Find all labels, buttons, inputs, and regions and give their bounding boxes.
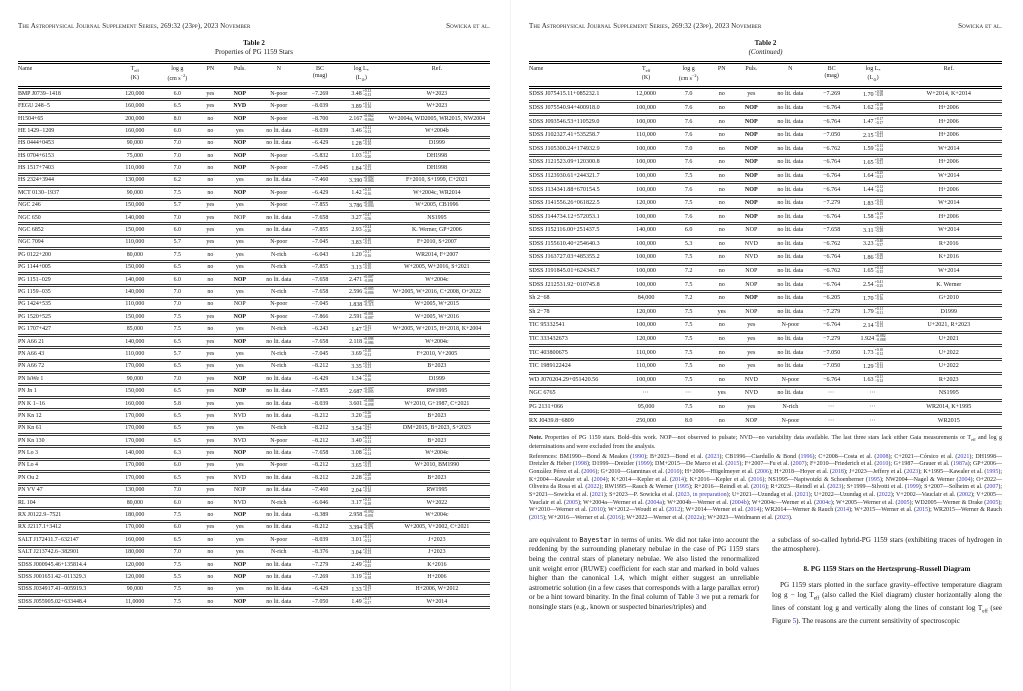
table-row: NGC 7094 110,000 5.7 yes yes N-poor −7.045 3.83 +0.10 −0.12 F+2010, S+2007 xyxy=(18,236,490,248)
table-row: HS 1517+7403 110,000 7.0 no NOP N-poor −7.045 1.84 +0.10 −0.12 DH1998 xyxy=(18,162,490,174)
running-head xyxy=(18,22,490,30)
citation-link[interactable]: 2014 xyxy=(747,507,760,514)
citation-link[interactable]: 2021 xyxy=(591,492,604,499)
column-header: log g (cm $s^{-2}$) xyxy=(669,63,709,88)
table-row: SDSS J055905.02+633448.4 11,0000 7.5 no NOP no lit. data −7.050 1.49 +0.17 −0.17 W+2014 xyxy=(18,596,490,608)
table-header-row xyxy=(18,63,490,88)
paragraph: PG 1159 stars plotted in the surface gravity–effective temperature diagram $\log g - \log T_{eff}$ (also called the Kiel diagram) cluster horizontally along the lines of constant log g and vertically along the lines of constant $\log T_{eff}$ (see Figure 5). The reasons are the current sensitivity of spectroscopic xyxy=(772,581,1002,625)
citation-link[interactable]: 2007 xyxy=(986,484,999,491)
column-header: Puls. xyxy=(735,63,768,88)
table-row: PG 1520+525 150,000 7.5 yes NOP N-poor −7.866 2.591 +0.081 −0.087 W+2005, W+2016 xyxy=(18,311,490,323)
journal-title: The Astrophysical Journal Supplement Series, 269:32 (23pp), 2023 November xyxy=(529,22,762,30)
table-row: PN Kn 130 170,000 6.5 yes NVD N-poor −8.212 3.40 +0.12 −0.13 B+2023 xyxy=(18,435,490,447)
table-row: NGC 246 150,000 5.7 yes yes N-poor −7.855 3.786 +0.081 −0.094 W+2005, CB1996 xyxy=(18,199,490,211)
internal-link[interactable]: 5 xyxy=(792,616,797,625)
table-row: PG 0122+200 80,000 7.5 no yes N-rich −6.043 1.20 +0.17 −0.16 WR2014, F+2007 xyxy=(18,249,490,261)
internal-link[interactable]: 3 xyxy=(695,593,700,602)
citation-link[interactable]: 2014 xyxy=(671,476,684,483)
table-row: NGC 6852 150,000 6.0 yes yes no lit. data −7.855 2.93 +0.24 −0.26 K. Werner, GP+2006 xyxy=(18,224,490,236)
authors: Sowicka et al. xyxy=(446,22,490,30)
table-row: SDSS J093546.53+110529.0 100,000 7.6 no NOP no lit. data −6.764 1.47 +0.17 −0.17 H+2006 xyxy=(529,115,1002,129)
citation-link[interactable]: 2002 xyxy=(959,492,972,499)
running-head xyxy=(529,22,1002,30)
table-title: Table 2 xyxy=(243,39,265,47)
citation-link[interactable]: 2023 xyxy=(707,453,720,460)
table-row: SDSS J212531.92−010745.8 100,000 7.5 no NOP no lit. data −6.764 2.54 +0.41 −0.25 K. Werner xyxy=(529,278,1002,292)
table-row: SDSS J191845.01+624343.7 100,000 7.2 no NOP no lit. data −6.762 1.65 +0.14 −0.15 W+2014 xyxy=(529,264,1002,278)
citation-link[interactable]: 1995 xyxy=(986,468,999,475)
citation-link[interactable]: 2022a xyxy=(687,515,703,522)
citation-link[interactable]: 1999 xyxy=(906,484,919,491)
table-row: HS 0444+0453 90,000 7.0 no NOP no lit. data −6.429 1.28 +0.14 −0.16 D1999 xyxy=(18,137,490,149)
table-row: PN Kn 12 170,000 6.5 yes NVD no lit. data −8.212 3.20 +0.26 −0.28 B+2023 xyxy=(18,410,490,422)
paragraph: are equivalent to Bayestar in terms of units. We did not take into account the reddening by the surrounding planetary nebulae in the case of PG 1159 stars being the central stars of planetary nebulae. We also listed the renormalized unit weight error (RUWE) coefficient for each star and marked in bold values higher than the canonical 1.4, which might either suggest an unreliable astrometric solution (in a few cases that corresponds with a large parallax error) or be a hint toward binarity. In the final column of Table 3 we put a remark for nonsingle stars (e.g., known or suspected binaries/triples) and xyxy=(529,535,759,611)
table-row: SDSS J121523.09+120300.8 100,000 7.6 no NOP no lit. data −6.764 1.65 +0.29 −0.21 H+2006 xyxy=(529,156,1002,170)
table-note: Note. Properties of PG 1159 stars. Bold–this work. NOP—not observed to pulsate; NVD—no variability data available. The last three stars lack either Gaia measurements or $T_{eff}$ and log g determinations and were excluded from the analysis. xyxy=(529,434,1002,450)
table-row: PN Jn 1 150,000 6.5 yes NOP no lit. data −7.855 2.687 +0.097 −0.095 RW1995 xyxy=(18,385,490,397)
citation-link[interactable]: 2007 xyxy=(792,461,805,468)
table-row: PN A66 21 140,000 6.5 yes NOP no lit. data −7.658 2.118 +0.098 −0.086 W+2004c xyxy=(18,335,490,347)
citation-link[interactable]: 2010 xyxy=(667,468,680,475)
citation-link[interactable]: 1987a xyxy=(953,461,968,468)
table-title: Table 2 xyxy=(754,39,777,47)
citation-link[interactable]: 2021 xyxy=(796,492,809,499)
table-subtitle: Properties of PG 1159 Stars xyxy=(215,47,293,56)
table-row: SDSS J102327.41+535258.7 110,000 7.6 no NOP no lit. data −7.050 2.15 +0.23 −0.21 H+2006 xyxy=(529,128,1002,142)
table-caption-continued xyxy=(529,39,1002,56)
table-row: SALT J213742.6−382901 180,000 7.0 no yes N-rich −8.376 3.04 +0.12 −0.13 J+2023 xyxy=(18,546,490,558)
table-row: NGC 6765 ⋯ ⋯ yes NVD no lit. data ⋯ ⋯ NS1995 xyxy=(529,387,1002,401)
citation-link[interactable]: 2023 xyxy=(906,468,919,475)
table-row: PN A66 72 170,000 6.5 yes yes N-rich −8.212 3.35 +0.12 −0.13 B+2023 xyxy=(18,360,490,372)
table-row: SDSS J123930.61+244321.7 100,000 7.5 no NOP no lit. data −6.764 1.64 +0.25 −0.21 W+2014 xyxy=(529,169,1002,183)
citation-link[interactable]: 2004 xyxy=(593,476,606,483)
citation-link[interactable]: 1996 xyxy=(800,453,813,460)
citation-link[interactable]: 2023, in preparation xyxy=(677,492,727,499)
table-row: HS 0704+6153 75,000 7.0 no NOP N-poor −5.832 1.03 +0.17 −0.20 DH1998 xyxy=(18,150,490,162)
table-header-row xyxy=(529,63,1002,88)
table-row: MCT 0130−1937 90,000 7.5 no NOP N-poor −6.429 1.42 +0.15 −0.16 W+2004c, WR2014 xyxy=(18,187,490,199)
column-header: PN xyxy=(197,63,223,88)
table-row: SDSS J000945.46+135814.4 120,000 7.5 no NOP no lit. data −7.279 2.49 +0.44 −0.25 K+2016 xyxy=(18,558,490,570)
citation-link[interactable]: 2004a xyxy=(647,499,663,506)
page-right xyxy=(511,0,1022,691)
body-column-right xyxy=(772,536,1002,626)
table-row: H1504+65 200,000 8.0 no NOP N-poor −8.700 2.167 +0.062 −0.064 W+2004a, WD2005, WR2015, NW2004 xyxy=(18,112,490,124)
citation-link[interactable]: 2010 xyxy=(876,461,889,468)
citation-link[interactable]: 2006 xyxy=(583,468,596,475)
citation-link[interactable]: 2010 xyxy=(590,507,603,514)
citation-link[interactable]: 2012 xyxy=(668,507,681,514)
table-row: SALT J172411.7−632147 160,000 6.5 no yes N-poor −8.039 3.01 +0.11 −0.12 J+2023 xyxy=(18,534,490,546)
table-row: PN VV 47 130,000 7.0 yes NOP no lit. data −7.460 2.04 +0.11 −0.10 RW1995 xyxy=(18,484,490,496)
column-header: $T_{eff}$ (K) xyxy=(112,63,157,88)
table-references: References: BM1990—Bond & Meakes (1990); B+2023—Bond et al. (2023); CB1996—Ciardullo & Bond (1996); C+2008—Costa et al. (2008); C+2021—Córsico et al. (2021); DH1998—Dreizler & Heber (1998); D1999—Dreizler (1999); DM+2015—De Marco et al. (2015); F+2007—Fu et al. (2007); F+2010—Friederich et al. (2010); G+1987—Grauer et al. (1987a); GP+2006—González Pérez et al. (2006); G+2010—Gianninas et al. (2010); H+2006—Hügelmeyer et al. (2006); H+2018—Hoyer et al. (2018); J+2023—Jeffery et al. (2023); K+1995—Kawaler et al. (1995); K+2004—Kawaler et al. (2004); K+2014—Kepler et al. (2014); K+2016—Kepler et al. (2016); NS1995—Napiwotzki & Schoenberner (1995); NW2004—Nagel & Werner (2004); O+2022—Oliveira da Rosa et al. (2022); RW1995—Rauch & Werner (1995); R+2016—Reindl et al. (2016); R+2023—Reindl et al. (2023); S+1999—Silvotti et al. (1999); S+2007—Solheim et al. (2007); S+2021—Sowicka et al. (2021); S+2023—P. Sowicka et al. (2023, in preparation); U+2021—Uzundag et al. (2021); U+2022—Uzundag et al. (2022); V+2002—Vauclair et al. (2002); V+2005—Vauclair et al. (2005); W+2004a—Werner et al. (2004a); W+2004b—Werner et al. (2004b); W+2004c—Werner et al. (2004c); W+2005—Werner et al. (2005); WD2005—Werner & Drake (2005); W+2010—Werner et al. (2010); W+2012—Woudt et al. (2012); W+2014—Werner et al. (2014); WR2014—Werner & Rauch (2014); W+2015—Werner et al. (2015); WR2015—Werner & Rauch (2015); W+2016—Werner et al. (2016); W+2022—Werner et al. (2022a); W+2023—Weidmann et al. (2023). xyxy=(529,453,1003,522)
table-row: PN IsWe 1 90,000 7.0 yes NOP no lit. data −6.429 1.34 +0.16 −0.16 D1999 xyxy=(18,373,490,385)
table-row: SDSS J034917.41−005919.3 90,000 7.5 no yes no lit. data −6.429 1.33 +0.19 −0.17 H+2006, W+2012 xyxy=(18,583,490,595)
citation-link[interactable]: 2023 xyxy=(776,515,789,522)
citation-link[interactable]: 1995 xyxy=(676,484,689,491)
citation-link[interactable]: 2015 xyxy=(727,461,740,468)
table-row: PG 1159−035 140,000 7.0 no yes N-rich −7.658 2.596 +0.085 −0.086 W+2005, W+2016, C+2008, O+2022 xyxy=(18,286,490,298)
citation-link[interactable]: 2018 xyxy=(831,468,844,475)
table-row: SDSS J075540.94+400918.0 100,000 7.6 no NOP no lit. data −6.764 1.62 +0.19 −0.18 H+2006 xyxy=(529,101,1002,115)
table-row: SDSS J163727.03+485355.2 100,000 7.5 no NVD no lit. data −6.764 1.86 +0.30 −0.22 K+2016 xyxy=(529,251,1002,265)
citation-link[interactable]: 2022 xyxy=(587,484,600,491)
body-column-left xyxy=(529,536,759,626)
citation-link[interactable]: 2004b xyxy=(731,499,747,506)
citation-link[interactable]: 2015 xyxy=(531,515,543,522)
citation-link[interactable]: 1999 xyxy=(637,461,650,468)
table-row: PG 1707+427 85,000 7.5 no yes N-rich −6.243 1.47 +0.15 −0.17 W+2005, W+2015, H+2018, K+2004 xyxy=(18,323,490,335)
table-row: TIC 333432673 120,000 7.5 no yes no lit. data −7.279 1.924 +0.082 −0.088 U+2021 xyxy=(529,332,1002,346)
column-header: PN xyxy=(709,63,735,88)
citation-link[interactable]: 2005 xyxy=(986,499,999,506)
column-header: Ref. xyxy=(896,63,1002,88)
table-row: PG 1424+535 110,000 7.0 no NOP N-poor −7.045 1.838 +0.092 −0.113 W+2005, W+2015 xyxy=(18,298,490,310)
table-row: HE 1429−1209 160,000 6.0 no yes no lit. data −8.039 3.46 +0.12 −0.13 W+2004b xyxy=(18,125,490,137)
column-header: N xyxy=(256,63,301,88)
column-header: $T_{eff}$ (K) xyxy=(624,63,669,88)
table-row: HS 2324+3944 130,000 6.2 no yes no lit. data −7.460 3.390 +0.092 −0.084 F+2010, S+1999, C+2021 xyxy=(18,174,490,186)
column-header: N xyxy=(768,63,813,88)
citation-link[interactable]: 2004 xyxy=(958,476,971,483)
table-caption xyxy=(18,39,490,56)
citation-link[interactable]: 2014 xyxy=(836,507,849,514)
table-row: Sh 2−68 84,000 7.2 no NOP no lit. data −6.205 1.70 +0.17 −0.16 G+2010 xyxy=(529,291,1002,305)
citation-link[interactable]: 2021 xyxy=(957,453,970,460)
citation-link[interactable]: 2016 xyxy=(609,515,622,522)
journal-title: The Astrophysical Journal Supplement Series, 269:32 (23pp), 2023 November xyxy=(18,22,251,30)
code-text: Bayestar xyxy=(579,535,612,544)
column-header: Name xyxy=(529,63,624,88)
properties-table-right xyxy=(529,61,1002,429)
table-row: FEGU 248−5 160,000 6.5 yes NVD N-poor −8.039 3.89 +0.11 −0.16 W+2023 xyxy=(18,100,490,112)
table-row: PG 2131+066 95,000 7.5 no yes N-rich ⋯ ⋯ WR2014, K+1995 xyxy=(529,400,1002,414)
citation-link[interactable]: 2022 xyxy=(878,492,891,499)
table-row: SDSS J141556.26+061822.5 120,000 7.5 no NOP no lit. data −7.279 1.83 +0.15 −0.13 W+2014 xyxy=(529,196,1002,210)
table-row: RL 104 80,000 6.0 no NVD N-rich −6.046 3.17 +0.15 −0.18 W+2022 xyxy=(18,496,490,508)
table-row: TIC 403800675 110,000 7.5 no yes no lit. data −7.050 1.73 +0.10 −0.12 U+2022 xyxy=(529,346,1002,360)
table-row: PG 1151−029 140,000 6.0 no NOP no lit. data −7.658 2.471 +0.087 −0.091 W+2004c xyxy=(18,273,490,285)
table-row: WD J070204.29+051420.56 100,000 7.5 no NVD N-poor −6.764 1.63 +0.11 −0.12 R+2023 xyxy=(529,373,1002,387)
table-row: BMP J0739−1418 120,000 6.0 yes NOP N-poor −7.269 3.48 +0.12 −0.13 W+2023 xyxy=(18,88,490,100)
table-row: PN Kn 61 170,000 6.5 yes yes N-rich −8.212 3.54 +0.27 −0.27 DM+2015, B+2023, S+2023 xyxy=(18,422,490,434)
citation-link[interactable]: 2023 xyxy=(829,484,842,491)
citation-link[interactable]: 2016 xyxy=(753,484,766,491)
table-row: SDSS J105300.24+174932.9 100,000 7.0 no NOP no lit. data −6.762 1.59 +0.13 −0.14 W+2014 xyxy=(529,142,1002,156)
highlighted-row: RX J2117.1+3412 170,000 6.0 yes yes no lit. data −8.212 3.394 +0.067 −0.071 W+2005, V+2002, C+2021 xyxy=(18,521,490,533)
table-row: SDSS J001651.42−011329.3 120,000 5.5 no NOP no lit. data −7.269 3.19 +0.22 −0.18 H+2006 xyxy=(18,571,490,583)
table-row: Sh 2−78 120,000 7.5 yes NOP no lit. data −7.279 1.79 +0.11 −0.11 D1999 xyxy=(529,305,1002,319)
table-row: NGC 650 140,000 7.0 yes NOP no lit. data −7.658 3.27 +0.47 −0.56 NS1995 xyxy=(18,211,490,223)
column-header: Name xyxy=(18,63,112,88)
table-row: TIC 95332541 100,000 7.5 no yes N-poor −6.764 2.14 +0.12 −0.13 U+2021, R+2023 xyxy=(529,319,1002,333)
citation-link[interactable]: 1990 xyxy=(632,453,645,460)
column-header: log g (cm $s^{-2}$) xyxy=(157,63,197,88)
table-row: SDSS J075415.11+085232.1 12,0000 7.0 no yes no lit. data −7.269 1.70 +0.58 −0.29 W+2014, K+2014 xyxy=(529,88,1002,102)
citation-link[interactable]: 2015 xyxy=(916,507,929,514)
table-row: TIC 1989122424 110,000 7.5 no yes no lit. data −7.050 1.29 +0.11 −0.13 U+2022 xyxy=(529,359,1002,373)
column-header: $\log L_*$ $(L_⊙)$ xyxy=(339,63,384,88)
citation-link[interactable]: 2005 xyxy=(565,499,578,506)
citation-link[interactable]: 2008 xyxy=(876,453,889,460)
column-header: BC (mag) xyxy=(813,63,851,88)
column-header: Puls. xyxy=(223,63,256,88)
citation-link[interactable]: 2016 xyxy=(750,476,763,483)
citation-link[interactable]: 1995 xyxy=(867,476,880,483)
table-row: PN A66 43 110,000 5.7 yes yes N-rich −7.045 3.69 +0.10 −0.12 F+2010, V+2005 xyxy=(18,348,490,360)
table-row: PN Ou 2 170,000 6.5 yes NVD no lit. data −8.212 2.28 +0.28 −0.29 B+2023 xyxy=(18,472,490,484)
column-header: $\log L_*$ $(L_⊙)$ xyxy=(851,63,896,88)
table-row: SDSS J155610.40+254640.3 100,000 5.3 no NVD no lit. data −6.762 3.23 +0.40 −0.37 R+2016 xyxy=(529,237,1002,251)
table-row: PN Lo 4 170,000 6.0 yes yes N-poor −8.212 3.65 +0.18 −0.13 W+2010, BM1990 xyxy=(18,459,490,471)
table-subtitle-continued: (Continued) xyxy=(748,47,783,56)
table-row: PN K 1−16 160,000 5.8 yes yes no lit. data −8.039 3.601 +0.088 −0.098 W+2010, G+1987, C+2021 xyxy=(18,397,490,409)
paragraph: a subclass of so-called hybrid-PG 1159 stars (exhibiting traces of hydrogen in the atmosphere). xyxy=(772,535,1002,554)
table-row: SDSS J144734.12+572053.1 100,000 7.6 no NOP no lit. data −6.764 1.58 +0.19 −0.17 H+2006 xyxy=(529,210,1002,224)
body-text xyxy=(529,536,1002,626)
table-row: PN Lo 3 140,000 6.3 yes NOP no lit. data −7.658 3.08 +0.15 −0.14 W+2004c xyxy=(18,447,490,459)
table-row: SDSS J134341.88+670154.5 100,000 7.6 no NOP no lit. data −6.764 1.44 +0.12 −0.14 H+2006 xyxy=(529,183,1002,197)
table-row: RX J0122.9−7521 180,000 7.5 no NOP no lit. data −8.389 2.958 +0.092 −0.091 W+2004c xyxy=(18,509,490,521)
column-header: BC (mag) xyxy=(301,63,339,88)
page-left xyxy=(0,0,511,691)
table-row: PG 1144+005 150,000 6.5 no yes N-rich −7.855 3.13 +0.10 −0.10 W+2005, W+2016, S+2021 xyxy=(18,261,490,273)
citation-link[interactable]: 2005 xyxy=(897,499,910,506)
authors: Sowicka et al. xyxy=(958,22,1002,30)
citation-link[interactable]: 2004c xyxy=(816,499,831,506)
section-heading: 8. PG 1159 Stars on the Hertzsprung–Russell Diagram xyxy=(803,565,971,574)
citation-link[interactable]: 2006 xyxy=(757,468,770,475)
citation-link[interactable]: 1998 xyxy=(574,461,587,468)
table-row: SDSS J152116.00+251437.5 140,000 6.0 no NOP no lit. data −7.658 3.11 +0.42 −0.29 W+2014 xyxy=(529,224,1002,238)
column-header: Ref. xyxy=(384,63,490,88)
table-row: RX J0439.8−6809 250,000 8.0 no NOP N-poor ⋯ ⋯ WR2015 xyxy=(529,414,1002,428)
properties-table-left xyxy=(18,61,490,609)
